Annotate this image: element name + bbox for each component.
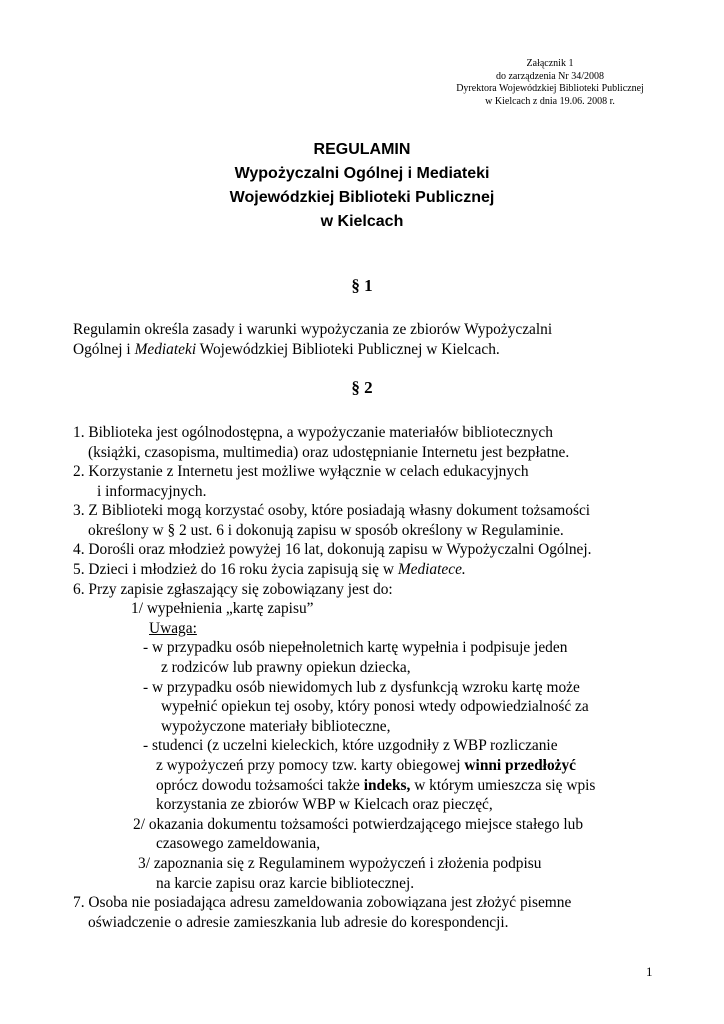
section-2-line [156,756,576,776]
section-2-line: 7. Osoba nie posiadająca adresu zameldowania zobowiązana jest złożyć pisemne [73,894,572,911]
section-2-line: 6. Przy zapisie zgłaszający się zobowiązany jest do: [73,581,393,598]
document-title [0,138,724,234]
header-line: w Kielcach z dnia 19.06. 2008 r. [485,95,615,107]
section-2-line: (książki, czasopisma, multimedia) oraz udostępnianie Internetu jest bezpłatne. [88,444,570,461]
text-run: Wojewódzkiej Biblioteki Publicznej w Kielcach. [196,341,500,358]
section-1-line [73,340,500,360]
text-run-bold: winni przedłożyć [464,757,576,774]
text-run: 5. Dzieci i młodzież do 16 roku życia zapisują się w [73,561,398,578]
section-2-line: na karcie zapisu oraz karcie bibliotecznej. [156,875,415,892]
section-2-line: korzystania ze zbiorów WBP w Kielcach oraz pieczęć, [156,796,493,813]
section-2-line [156,776,595,796]
text-run: oprócz dowodu tożsamości także [156,777,364,794]
section-2-line: wypełnić opiekun tej osoby, który ponosi wtedy odpowiedzialność za [161,698,589,715]
text-run-italic: Mediatece. [397,561,466,578]
section-2-line: - w przypadku osób niewidomych lub z dysfunkcją wzroku kartę może [143,679,580,696]
section-2-line: 2. Korzystanie z Internetu jest możliwe wyłącznie w celach edukacyjnych [73,463,529,480]
title-line: Wojewódzkiej Biblioteki Publicznej [229,189,495,206]
title-line: w Kielcach [320,213,404,230]
section-2-line: - w przypadku osób niepełnoletnich kartę wypełnia i podpisuje jeden [143,639,568,656]
header-line: do zarządzenia Nr 34/2008 [495,70,604,82]
section-1-heading: § 1 [351,276,373,295]
text-run: Ogólnej i [73,341,135,358]
section-2-line: 2/ okazania dokumentu tożsamości potwierdzającego miejsce stałego lub [133,816,584,833]
text-run-italic: Mediateki [134,341,197,358]
section-2-line: 3/ zapoznania się z Regulaminem wypożyczeń i złożenia podpisu [138,855,542,872]
title-line: REGULAMIN [313,141,411,158]
text-run: w którym umieszcza się wpis [410,777,596,794]
note-label: Uwaga: [149,620,197,637]
section-2-line: 1. Biblioteka jest ogólnodostępna, a wypożyczanie materiałów bibliotecznych [73,424,553,441]
section-2-line [73,560,466,580]
section-2-line: - studenci (z uczelni kieleckich, które uzgodniły z WBP rozliczanie [143,737,558,754]
section-2-line: 1/ wypełnienia „kartę zapisu” [131,600,314,617]
section-2-line: 4. Dorośli oraz młodzież powyżej 16 lat, dokonują zapisu w Wypożyczalni Ogólnej. [73,541,592,558]
annex-header [430,58,670,108]
text-run: z wypożyczeń przy pomocy tzw. karty obiegowej [156,757,465,774]
section-1-line: Regulamin określa zasady i warunki wypożyczania ze zbiorów Wypożyczalni [73,321,553,338]
section-2-line: 3. Z Biblioteki mogą korzystać osoby, które posiadają własny dokument tożsamości [73,502,591,519]
section-2-line: wypożyczone materiały biblioteczne, [161,718,391,735]
header-line: Dyrektora Wojewódzkiej Biblioteki Publicznej [456,83,644,94]
text-run-bold: indeks, [363,777,411,794]
header-line: Załącznik 1 [526,58,574,69]
section-2-line: określony w § 2 ust. 6 i dokonują zapisu w sposób określony w Regulaminie. [88,522,564,539]
section-2-line: z rodziców lub prawny opiekun dziecka, [161,659,411,676]
section-2-line: oświadczenie o adresie zamieszkania lub adresie do korespondencji. [88,914,509,931]
title-line: Wypożyczalni Ogólnej i Mediateki [234,165,490,182]
section-2-line: i informacyjnych. [97,483,207,500]
page-number: 1 [646,964,653,979]
section-2-heading: § 2 [351,378,373,397]
section-2-line: czasowego zameldowania, [156,835,321,852]
